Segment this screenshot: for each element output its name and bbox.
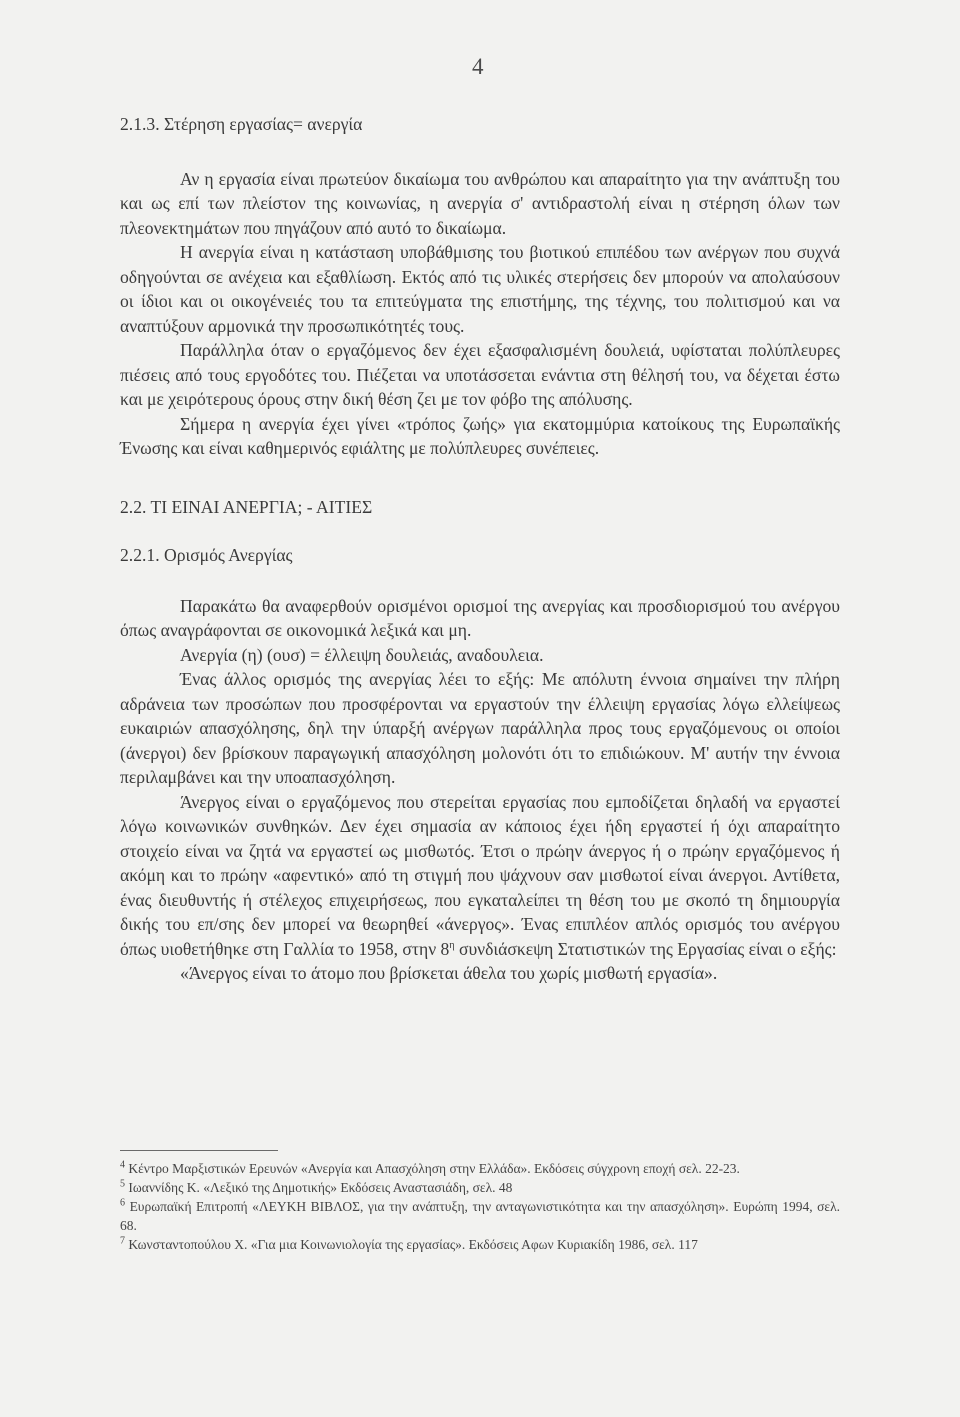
paragraph: Παρακάτω θα αναφερθούν ορισμένοι ορισμοί της ανεργίας και προσδιορισμού του ανέργου όπως αναγράφονται σε οικονομικά λεξικά και μη. [120,595,840,640]
footnotes [120,1150,840,1254]
paragraph: Αν η εργασία είναι πρωτεύον δικαίωμα του ανθρώπου και απαραίτητο για την ανάπτυξη του και ως επί των πλείστον της κοινωνίας, η ανεργία σ' αντιδραστολή είναι η στέρηση όλων των πλεονεκτημάτων που πηγάζουν από αυτό το δικαίωμα. [120,168,840,238]
footnote [120,1159,840,1178]
definition-line: Ανεργία (η) (ουσ) = έλλειψη δουλειάς, αναδουλεια. [180,644,544,665]
paragraph-text: Άνεργος είναι ο εργαζόμενος που στερείται εργασίας που εμποδίζεται δηλαδή να εργαστεί λόγω κοινωνικών συνθηκών. Δεν έχει σημασία αν κάποιος έχει ήδη εργαστεί ή όχι απαραίτητο στοιχείο είναι να ζητά να εργαστεί ως μισθωτός. Έτσι ο πρώην άνεργος ή ο πρώην εργαζόμενος ή ακόμη και το πρώην «αφεντικό» από τη στιγμή που ψάχνουν σαν μισθωτοί είναι άνεργοι. Αντίθετα, ένας διευθυντής ή στέλεχος επιχειρήσεως, που εγκαταλείπει τη θέση του με σκοπό τη δημιουργία δικής του επ/σης δεν μπορεί να θεωρηθεί «άνεργος». Ένας επιπλέον απλός ορισμός του ανέργου όπως υιοθετήθηκε στη Γαλλία το 1958, στην 8 [120,791,840,959]
footnote-mark: 4 [120,1159,125,1171]
footnote-text: Κέντρο Μαρξιστικών Ερευνών «Ανεργία και Απασχόληση στην Ελλάδα». Εκδόσεις σύγχρονη εποχή σελ. 22-23. [128,1161,740,1176]
footnote-text: Κωνσταντοπούλου Χ. «Για μια Κοινωνιολογία της εργασίας». Εκδόσεις Αφων Κυριακίδη 1986, σελ. 117 [128,1237,698,1252]
footnote-mark: 6 [120,1197,125,1209]
paragraph: Παράλληλα όταν ο εργαζόμενος δεν έχει εξασφαλισμένη δουλειά, υφίσταται πολύπλευρες πιέσεις από τους εργοδότες του. Πιέζεται να υποτάσσεται ενάντια στη θέλησή του, να δέχεται έστω και με χειρότερους όρους στην δική θέση ζει με τον φόβο της απόλυσης. [120,340,840,409]
paragraph-text: συνδιάσκεψη Στατιστικών της Εργασίας είναι ο εξής: [454,938,837,959]
body-text [120,112,840,986]
page-number: 4 [472,54,484,79]
footnote [120,1178,840,1197]
footnote-mark: 7 [120,1235,125,1247]
section-heading-2-1-3: 2.1.3. Στέρηση εργασίας= ανεργία [120,114,363,134]
paragraph [120,790,840,962]
footnote-rule [120,1150,278,1151]
section-heading-2-2-1: 2.2.1. Ορισμός Ανεργίας [120,545,293,565]
superscript: η [449,939,455,951]
footnote-text: Ιωαννίδης Κ. «Λεξικό της Δημοτικής» Εκδόσεις Αναστασιάδη, σελ. 48 [128,1180,513,1195]
paragraph: Η ανεργία είναι η κατάσταση υποβάθμισης του βιοτικού επιπέδου των ανέργων που συχνά οδηγούνται σε ανέχεια και εξαθλίωση. Εκτός από τις υλικές στερήσεις δεν μπορούν να απολαύσουν οι ίδιοι και οι οικογένειές του τα επιτεύγματα της επιστήμης, της τέχνης, του πολιτισμού και να αναπτύξουν αρμονικά την προσωπικότητές τους. [120,242,840,336]
footnote-text: Ευρωπαϊκή Επιτροπή «ΛΕΥΚΗ ΒΙΒΛΟΣ, για την ανάπτυξη, την ανταγωνιστικότητα και την απασχόληση». Ευρώπη 1994, σελ. 68. [120,1199,841,1233]
section-heading-2-2: 2.2. ΤΙ ΕΙΝΑΙ ΑΝΕΡΓΙΑ; - ΑΙΤΙΕΣ [120,496,373,517]
quote: «Άνεργος είναι το άτομο που βρίσκεται άθελα του χωρίς μισθωτή εργασία». [180,963,718,983]
footnote-mark: 5 [120,1178,125,1190]
paragraph: Ένας άλλος ορισμός της ανεργίας λέει το εξής: Με απόλυτη έννοια σημαίνει την πλήρη αδράνεια των προσώπων που προσφέρονται να εργαστούν την έλλειψη εργασίας λόγω ελλείψεως ευκαιριών απασχόλησης, δηλ την ύπαρξή ανέργων παράλληλα προς τους εργαζόμενους οι οποίοι (άνεργοι) δεν βρίσκουν παραγωγική απασχόληση μολονότι ότι το επιδιώκουν. Μ' αυτήν την έννοια περιλαμβάνει και την υποαπασχόληση. [120,669,840,787]
paragraph: Σήμερα η ανεργία έχει γίνει «τρόπος ζωής» για εκατομμύρια κατοίκους της Ευρωπαϊκής Ένωσης και είναι καθημερινός εφιάλτης με πολύπλευρες συνέπειες. [120,413,840,458]
footnote [120,1235,840,1254]
footnote [120,1197,840,1235]
